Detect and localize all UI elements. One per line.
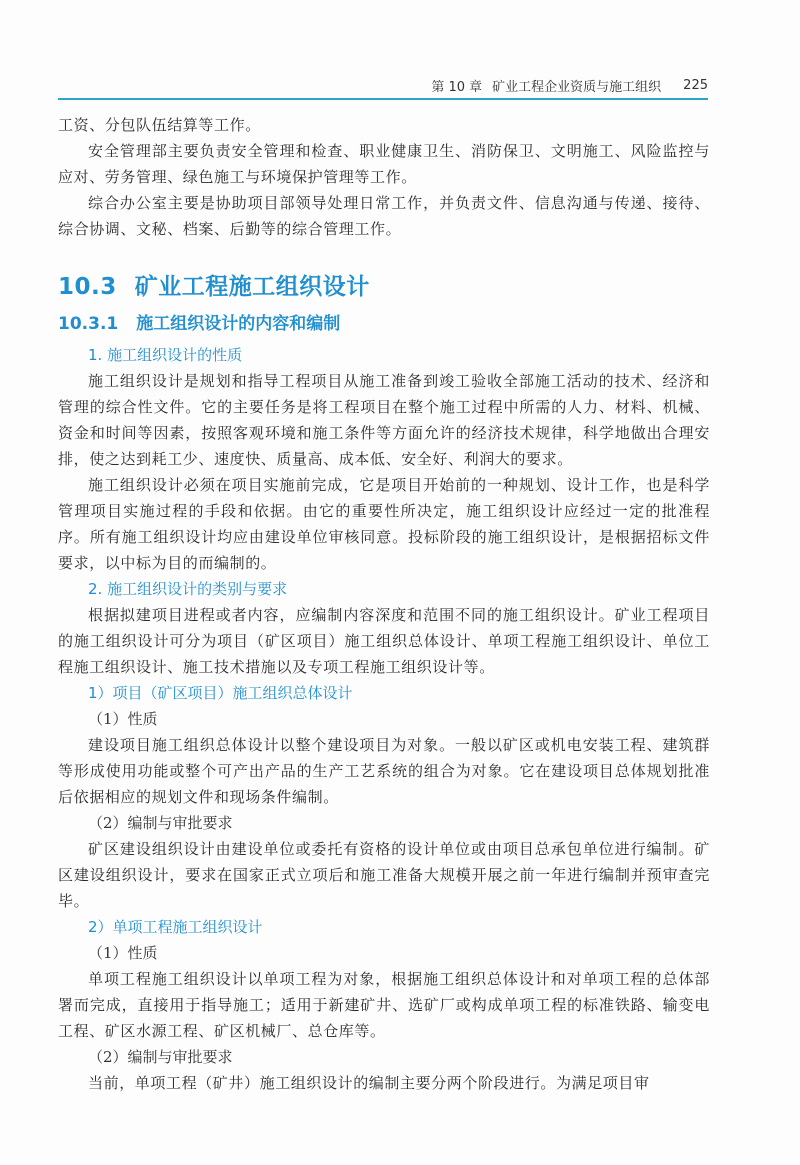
heading-level-6: （2）编制与审批要求 — [88, 814, 233, 832]
heading-level-4: 1. 施工组织设计的性质 — [88, 346, 243, 364]
header-rule — [58, 98, 708, 100]
paragraph: 综合办公室主要是协助项目部领导处理日常工作，并负责文件、信息沟通与传递、接待、综合协调、文秘、档案、后勤等的综合管理工作。 — [58, 194, 710, 238]
paragraph: 施工组织设计必须在项目实施前完成，它是项目开始前的一种规划、设计工作，也是科学管理项目实施过程的手段和依据。由它的重要性所决定，施工组织设计应经过一定的批准程序。所有施工组织设计均应由建设单位审核同意。投标阶段的施工组织设计，是根据招标文件要求，以中标为目的而编制的。 — [58, 476, 710, 572]
heading-level-6: （2）编制与审批要求 — [88, 1048, 233, 1066]
heading-level-4: 2. 施工组织设计的类别与要求 — [88, 580, 288, 598]
heading-level-5: 1）项目（矿区项目）施工组织总体设计 — [88, 684, 353, 702]
paragraph: 矿区建设组织设计由建设单位或委托有资格的设计单位或由项目总承包单位进行编制。矿区建设组织设计，要求在国家正式立项后和施工准备大规模开展之前一年进行编制并预审查完毕。 — [58, 840, 710, 910]
paragraph: 单项工程施工组织设计以单项工程为对象，根据施工组织总体设计和对单项工程的总体部署而完成，直接用于指导施工；适用于新建矿井、选矿厂或构成单项工程的标准铁路、输变电工程、矿区水源工程、矿区机械厂、总仓库等。 — [58, 970, 710, 1040]
subsection-number: 10.3.1 — [58, 314, 119, 334]
page-body — [58, 112, 710, 1096]
paragraph: 根据拟建项目进程或者内容，应编制内容深度和范围不同的施工组织设计。矿业工程项目的施工组织设计可分为项目（矿区项目）施工组织总体设计、单项工程施工组织设计、单位工程施工组织设计、施工技术措施以及专项工程施工组织设计等。 — [58, 606, 710, 676]
heading-level-6: （1）性质 — [88, 710, 158, 728]
running-header — [58, 74, 708, 96]
page-number: 225 — [683, 77, 708, 93]
section-heading — [58, 270, 710, 304]
subsection-heading — [58, 310, 710, 338]
section-number: 10.3 — [58, 274, 117, 300]
paragraph: 工资、分包队伍结算等工作。 — [58, 116, 261, 134]
paragraph: 建设项目施工组织总体设计以整个建设项目为对象。一般以矿区或机电安装工程、建筑群等形成使用功能或整个可产出产品的生产工艺系统的组合为对象。它在建设项目总体规划批准后依据相应的规划文件和现场条件编制。 — [58, 736, 710, 806]
heading-level-5: 2）单项工程施工组织设计 — [88, 918, 263, 936]
chapter-label: 第 10 章 — [431, 79, 483, 95]
section-title: 矿业工程施工组织设计 — [134, 274, 370, 300]
paragraph: 施工组织设计是规划和指导工程项目从施工准备到竣工验收全部施工活动的技术、经济和管理的综合性文件。它的主要任务是将工程项目在整个施工过程中所需的人力、材料、机械、资金和时间等因素，按照客观环境和施工条件等方面允许的经济技术规律，科学地做出合理安排，使之达到耗工少、速度快、质量高、成本低、安全好、利润大的要求。 — [58, 372, 710, 468]
heading-level-6: （1）性质 — [88, 944, 158, 962]
chapter-title: 矿业工程企业资质与施工组织 — [492, 79, 662, 95]
subsection-title: 施工组织设计的内容和编制 — [136, 314, 341, 334]
paragraph: 当前，单项工程（矿井）施工组织设计的编制主要分两个阶段进行。为满足项目审 — [88, 1074, 650, 1092]
paragraph: 安全管理部主要负责安全管理和检查、职业健康卫生、消防保卫、文明施工、风险监控与应对、劳务管理、绿色施工与环境保护管理等工作。 — [58, 142, 710, 186]
